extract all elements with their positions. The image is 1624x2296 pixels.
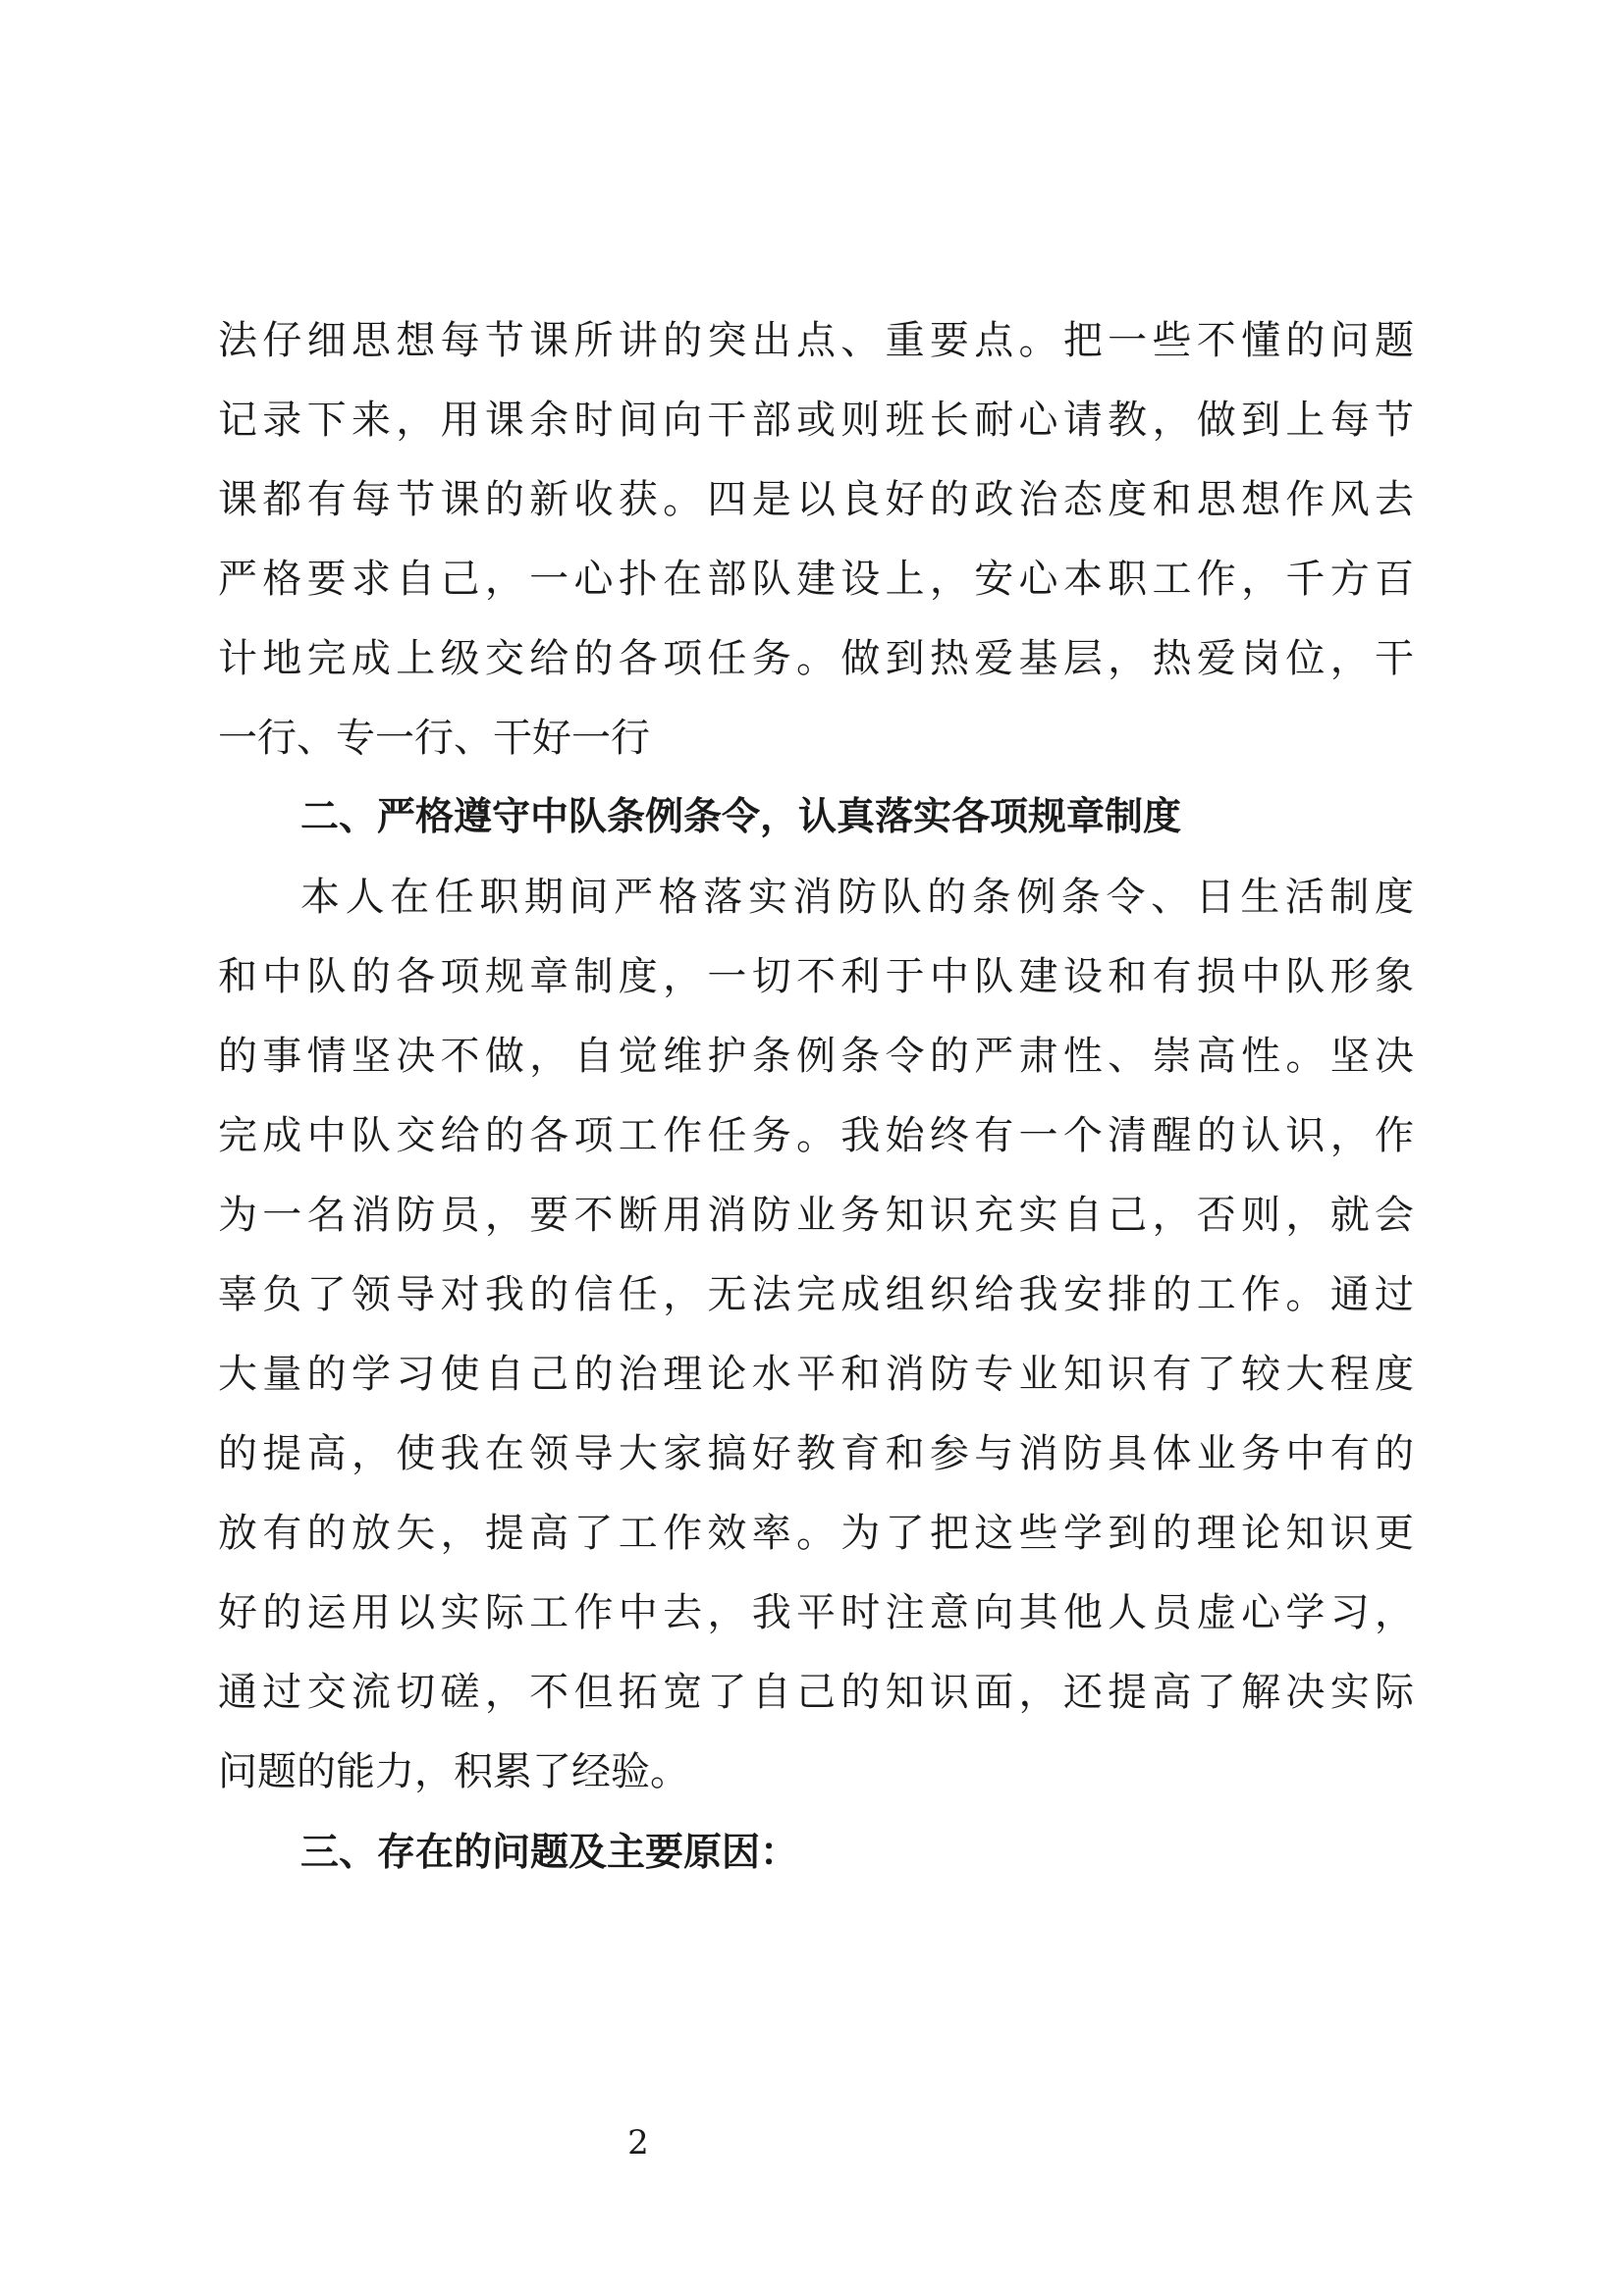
paragraph-line: 法仔细思想每节课所讲的突出点、重要点。把一些不懂的问题 bbox=[218, 318, 1414, 363]
paragraph-line: 一行、专一行、干好一行 bbox=[218, 716, 650, 761]
paragraph-line: 的提高，使我在领导大家搞好教育和参与消防具体业务中有的 bbox=[218, 1431, 1414, 1476]
section-heading-2: 二、严格遵守中队条例条令，认真落实各项规章制度 bbox=[300, 795, 1182, 839]
paragraph-line: 好的运用以实际工作中去，我平时注意向其他人员虚心学习， bbox=[218, 1590, 1414, 1635]
paragraph-line: 大量的学习使自己的治理论水平和消防专业知识有了较大程度 bbox=[218, 1352, 1414, 1397]
paragraph-line: 课都有每节课的新收获。四是以良好的政治态度和思想作风去 bbox=[218, 477, 1414, 522]
paragraph-line: 严格要求自己，一心扑在部队建设上，安心本职工作，千方百 bbox=[218, 557, 1414, 602]
paragraph-line: 计地完成上级交给的各项任务。做到热爱基层，热爱岗位，干 bbox=[218, 636, 1414, 681]
paragraph-line: 记录下来，用课余时间向干部或则班长耐心请教，做到上每节 bbox=[218, 398, 1414, 443]
paragraph-line: 完成中队交给的各项工作任务。我始终有一个清醒的认识，作 bbox=[218, 1113, 1414, 1158]
paragraph-line: 问题的能力，积累了经验。 bbox=[218, 1749, 689, 1794]
page-number: 2 bbox=[627, 2123, 649, 2163]
paragraph-line: 为一名消防员，要不断用消防业务知识充实自己，否则，就会 bbox=[218, 1193, 1414, 1238]
paragraph-line: 辜负了领导对我的信任，无法完成组织给我安排的工作。通过 bbox=[218, 1272, 1414, 1317]
paragraph-line: 通过交流切磋，不但拓宽了自己的知识面，还提高了解决实际 bbox=[218, 1670, 1414, 1715]
paragraph-line: 本人在任职期间严格落实消防队的条例条令、日生活制度 bbox=[300, 875, 1414, 920]
paragraph-line: 放有的放矢，提高了工作效率。为了把这些学到的理论知识更 bbox=[218, 1511, 1414, 1556]
paragraph-line: 和中队的各项规章制度，一切不利于中队建设和有损中队形象 bbox=[218, 954, 1414, 999]
section-heading-3: 三、存在的问题及主要原因： bbox=[300, 1831, 799, 1875]
paragraph-line: 的事情坚决不做，自觉维护条例条令的严肃性、崇高性。坚决 bbox=[218, 1034, 1414, 1079]
